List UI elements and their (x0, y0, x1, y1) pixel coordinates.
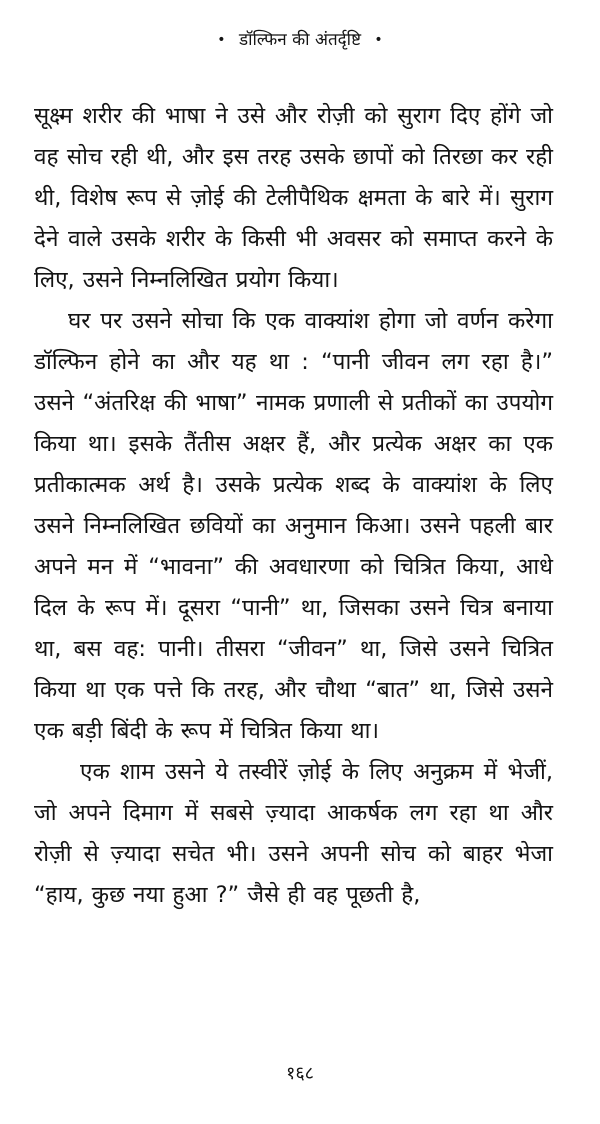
paragraph-3: एक शाम उसने ये तस्वीरें ज़ोई के लिए अनुक्रम में भेजीं, जो अपने दिमाग में सबसे ज़्यादा आकर्षक लग रहा था और रोज़ी से ज़्यादा सचेत भी। उसने अपनी सोच को बाहर भेजा “हाय, कुछ नया हुआ ?” जैसे ही वह पूछती है, (34, 759, 553, 908)
paragraph-2: घर पर उसने सोचा कि एक वाक्यांश होगा जो वर्णन करेगा डॉल्फिन होने का और यह था : “पानी जीवन लग रहा है।” उसने “अंतरिक्ष की भाषा” नामक प्रणाली से प्रतीकों का उपयोग किया था। इसके तैंतीस अक्षर हैं, और प्रत्येक अक्षर का एक प्रतीकात्मक अर्थ है। उसके प्रत्येक शब्द के वाक्यांश के लिए उसने निम्नलिखित छवियों का अनुमान किआ। उसने पहली बार अपने मन में “भावना” की अवधारणा को चित्रित किया, आधे दिल के रूप में। दूसरा “पानी” था, जिसका उसने चित्र बनाया था, बस वह: पानी। तीसरा “जीवन” था, जिसे उसने चित्रित किया था एक पत्ते कि तरह, और चौथा “बात” था, जिसे उसने एक बड़ी बिंदी के रूप में चित्रित किया था। (34, 308, 553, 744)
running-header (0, 28, 600, 52)
chapter-title: डॉल्फिन की अंतर्दृष्टि (238, 30, 362, 50)
header-bullet-left: • (217, 32, 226, 48)
page-number: १६८ (285, 1063, 315, 1084)
header-bullet-right: • (374, 32, 383, 48)
paragraph-1: सूक्ष्म शरीर की भाषा ने उसे और रोज़ी को सुराग दिए होंगे जो वह सोच रही थी, और इस तरह उसके छापों को तिरछा कर रही थी, विशेष रूप से ज़ोई की टेलीपैथिक क्षमता के बारे में। सुराग देने वाले उसके शरीर के किसी भी अवसर को समाप्त करने के लिए, उसने निम्नलिखित प्रयोग किया। (34, 103, 553, 293)
body-text (34, 96, 553, 916)
